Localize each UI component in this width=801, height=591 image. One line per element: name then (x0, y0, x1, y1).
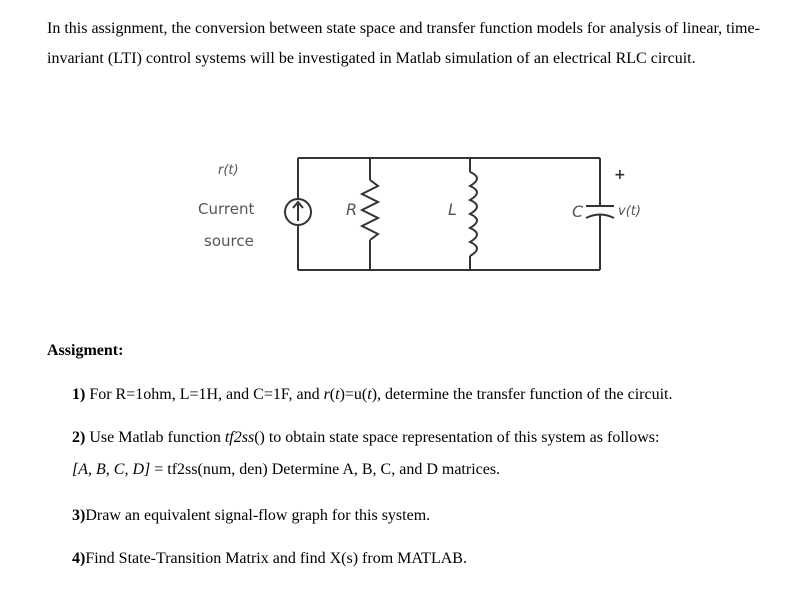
question-2-matrix-lhs: [A, B, C, D] (72, 461, 151, 478)
question-3-text: Draw an equivalent signal-flow graph for this system. (85, 507, 431, 524)
question-2-formula (72, 461, 500, 479)
resistor-symbol (362, 180, 378, 240)
question-1-t1: t (335, 386, 340, 403)
source-signal-label: r(t) (218, 163, 239, 178)
question-4-text: Find State-Transition Matrix and find X(s) from MATLAB. (85, 550, 467, 567)
question-1-text-c: )=u( (339, 386, 368, 403)
question-2-function-name: tf2ss (224, 429, 255, 446)
source-label-current: Current (198, 200, 255, 218)
question-1-text-b: ( (329, 386, 336, 403)
source-label-source: source (204, 232, 254, 250)
question-4-number: 4) (72, 550, 86, 567)
rlc-circuit-diagram (180, 150, 640, 290)
question-1-t2: t (367, 386, 372, 403)
output-voltage-label: v(t) (618, 204, 641, 219)
assignment-title: Assigment: (47, 342, 124, 359)
question-3 (72, 507, 430, 525)
inductor-label: L (448, 200, 457, 219)
question-2-number: 2) (72, 429, 86, 446)
question-1-number: 1) (72, 386, 86, 403)
question-2-text-b: () to obtain state space representation of this system as follows: (254, 429, 660, 446)
question-2 (72, 429, 659, 447)
question-2-matrix-rhs: = tf2ss(num, den) Determine A, B, C, and D matrices. (150, 461, 501, 478)
question-4 (72, 550, 467, 568)
question-1-text-a: For R=1ohm, L=1H, and C=1F, and (85, 386, 324, 403)
circuit-svg (180, 150, 640, 290)
plus-sign: + (614, 167, 626, 183)
resistor-label: R (346, 200, 358, 219)
question-1 (72, 386, 672, 404)
question-1-text-d: ), determine the transfer function of the circuit. (371, 386, 673, 403)
question-1-r: r (323, 386, 330, 403)
capacitor-label: C (572, 202, 584, 221)
question-3-number: 3) (72, 507, 86, 524)
question-2-text-a: Use Matlab function (85, 429, 225, 446)
inductor-symbol (470, 172, 477, 256)
intro-paragraph: In this assignment, the conversion between state space and transfer function models for analysis of linear, time-invariant (LTI) control systems will be investigated in Matlab simulation of an electrical RLC circuit. (47, 20, 760, 67)
